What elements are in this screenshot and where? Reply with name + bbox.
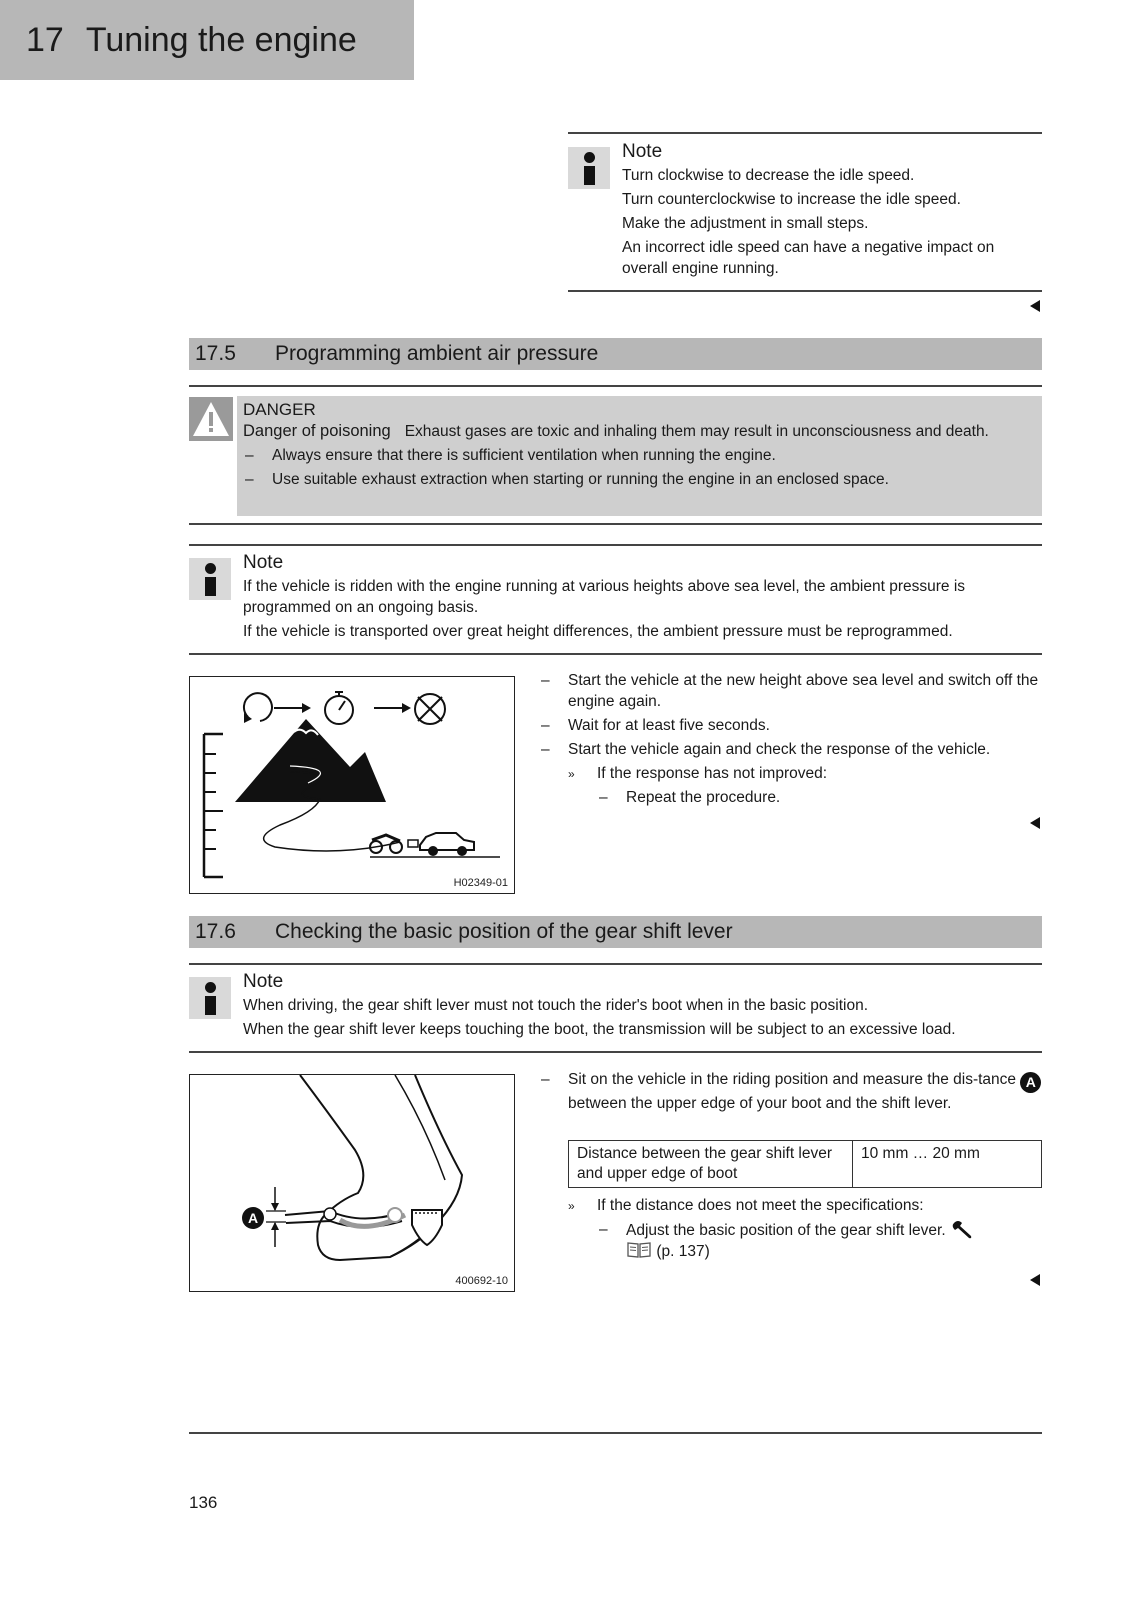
sub-step: [597, 1219, 1042, 1262]
info-icon: [568, 147, 610, 189]
danger-item: – Use suitable exhaust extraction when starting or running the engine in an enclosed space.: [243, 469, 1036, 490]
note-line: Make the adjustment in small steps.: [622, 215, 869, 232]
danger-text: Exhaust gases are toxic and inhaling them may result in unconsciousness and death.: [404, 423, 989, 440]
end-mark-icon: [1030, 817, 1040, 829]
end-mark-icon: [1030, 300, 1040, 312]
end-mark-icon: [1030, 1274, 1040, 1286]
note-title: Note: [622, 141, 663, 162]
steps-17-5: [539, 670, 1042, 808]
note-title: Note: [243, 552, 284, 573]
section-number: 17.6: [195, 920, 236, 943]
divider: [568, 290, 1042, 292]
steps-17-6: [539, 1069, 1042, 1117]
divider: [189, 544, 1042, 546]
figure-code: 400692-10: [455, 1275, 508, 1287]
spec-value: 10 mm … 20 mm: [853, 1141, 1042, 1188]
divider: [189, 653, 1042, 655]
divider: [189, 963, 1042, 965]
divider: [189, 1051, 1042, 1053]
note-line: If the vehicle is ridden with the engine running at various heights above sea level, the ambient pressure is programmed on an ongoing basis.: [243, 578, 966, 616]
info-icon: [189, 558, 231, 600]
table-row: [569, 1141, 1042, 1188]
danger-box: [237, 396, 1042, 516]
danger-item: – Always ensure that there is sufficient ventilation when running the engine.: [243, 445, 1036, 466]
sub-step: – Repeat the procedure.: [597, 787, 1042, 808]
section-title: Programming ambient air pressure: [275, 342, 599, 365]
figure-code: H02349-01: [453, 877, 508, 889]
divider: [568, 132, 1042, 134]
note-17-6: [243, 971, 1043, 1043]
footer-divider: [189, 1432, 1042, 1434]
step-item: [539, 1069, 1042, 1114]
divider: [189, 523, 1042, 525]
step-item: – Start the vehicle at the new height above sea level and switch off the engine again.: [539, 670, 1042, 712]
note-line: Turn counterclockwise to increase the idle speed.: [622, 191, 961, 208]
section-title: Checking the basic position of the gear shift lever: [275, 920, 733, 943]
book-icon[interactable]: [626, 1241, 652, 1259]
chapter-title: Tuning the engine: [85, 20, 357, 59]
condition-17-6: [568, 1195, 1042, 1262]
chapter-header: [0, 0, 414, 80]
warning-icon: [189, 397, 233, 441]
note-title: Note: [243, 971, 284, 992]
section-heading-17-6: [189, 916, 1042, 948]
wrench-icon: [952, 1219, 974, 1239]
figure-label: A: [247, 1210, 259, 1226]
figure-altitude: [189, 676, 515, 894]
note-line: Turn clockwise to decrease the idle speed.: [622, 167, 915, 184]
note-17-5: [243, 552, 1043, 645]
spec-table: [568, 1140, 1042, 1188]
danger-lead: Danger of poisoning: [243, 422, 391, 440]
note-line: If the vehicle is transported over great height differences, the ambient pressure must be reprogrammed.: [243, 623, 953, 640]
page-reference[interactable]: (p. 137): [656, 1243, 710, 1260]
step-item: – Wait for at least five seconds.: [539, 715, 1042, 736]
condition: » If the distance does not meet the specifications:: [568, 1195, 1042, 1216]
sub-step-text: Adjust the basic position of the gear shift lever.: [626, 1222, 946, 1239]
note-line: An incorrect idle speed can have a negative impact on overall engine running.: [622, 239, 995, 277]
boot-lever-illustration: [190, 1075, 513, 1290]
marker-a: A: [1020, 1072, 1041, 1093]
divider: [189, 385, 1042, 387]
section-heading-17-5: [189, 338, 1042, 370]
note-line: When driving, the gear shift lever must not touch the rider's boot when in the basic position.: [243, 997, 869, 1014]
section-number: 17.5: [195, 342, 236, 365]
note-top: [622, 141, 1042, 282]
chapter-number: 17: [26, 20, 64, 59]
spec-label: Distance between the gear shift lever and upper edge of boot: [569, 1141, 853, 1188]
page-number: 136: [189, 1493, 218, 1512]
danger-heading: DANGER: [243, 400, 316, 419]
altitude-illustration: [190, 677, 513, 892]
step-text-after: between the upper edge of your boot and the shift lever.: [568, 1095, 952, 1112]
info-icon: [189, 977, 231, 1019]
figure-gear-shift: [189, 1074, 515, 1292]
condition: » If the response has not improved:: [568, 763, 1042, 784]
step-text-before: Sit on the vehicle in the riding position and measure the dis-tance: [568, 1071, 1017, 1088]
note-line: When the gear shift lever keeps touching the boot, the transmission will be subject to an excessive load.: [243, 1021, 956, 1038]
step-item: – Start the vehicle again and check the response of the vehicle.: [539, 739, 1042, 760]
